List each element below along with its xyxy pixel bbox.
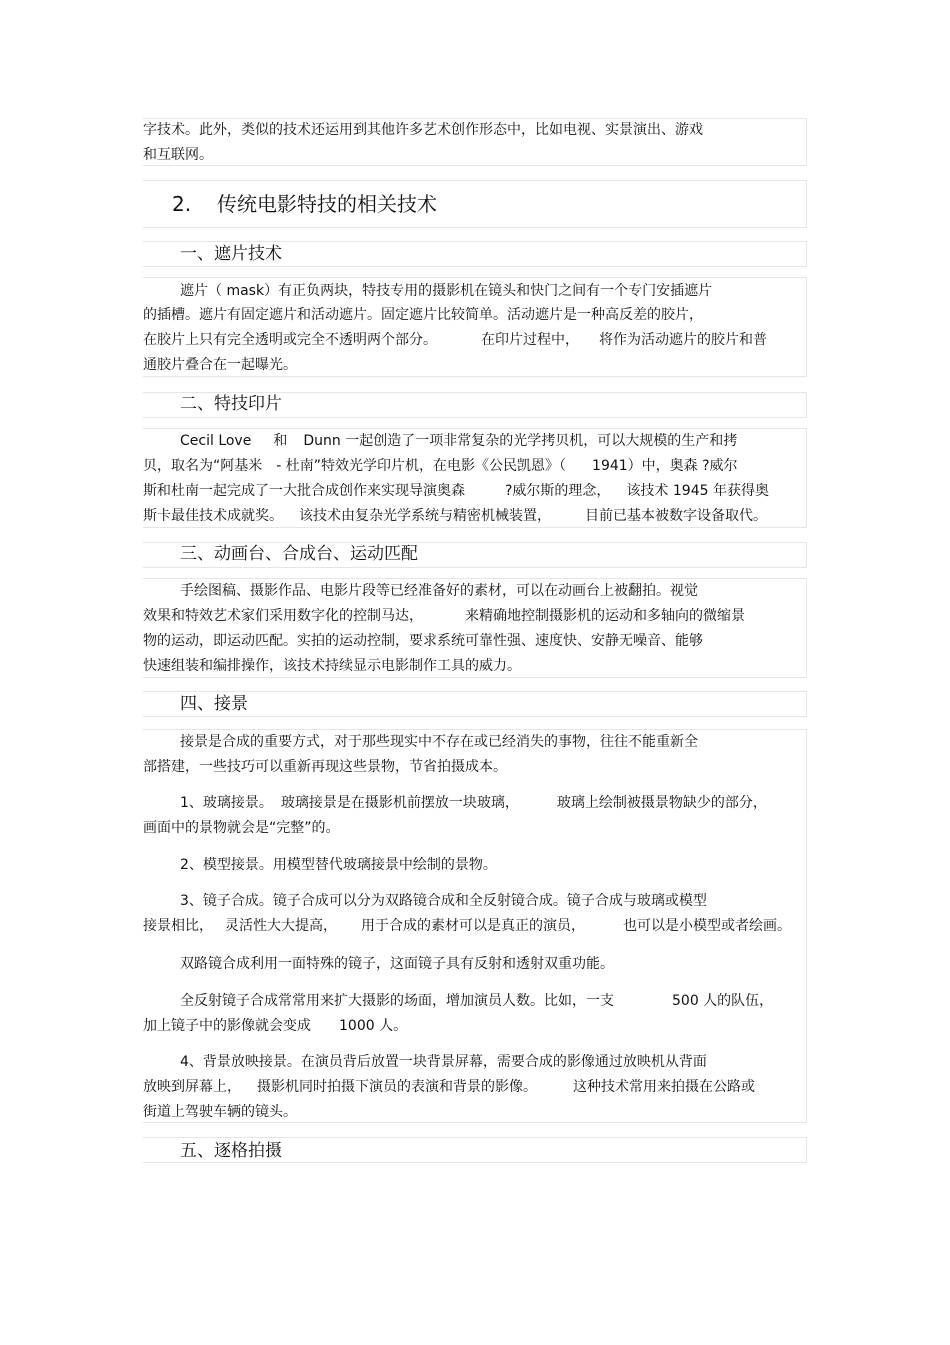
matte-p6-line-1 bbox=[180, 992, 773, 1010]
intro-line-2: 和互联网。 bbox=[143, 147, 213, 163]
printing-line-3 bbox=[143, 482, 769, 500]
matte-p6-part-3: 加上镜子中的影像就会变成 bbox=[143, 1018, 311, 1034]
printing-line-3-part-1: 斯和杜南一起完成了一大批合成创作来实现导演奥森 bbox=[143, 483, 465, 499]
animation-line-2-part-1: 效果和特效艺术家们采用数字化的控制马达， bbox=[143, 608, 423, 624]
printing-line-2-part-1: 贝，取名为“阿基米 bbox=[143, 458, 263, 474]
animation-line-3: 物的运动，即运动匹配。实拍的运动控制，要求系统可靠性强、速度快、安静无噪音、能够 bbox=[143, 633, 703, 649]
matte-p7-part-3: 这种技术常用来拍摄在公路或 bbox=[573, 1079, 755, 1095]
matte-p4-part-4: 也可以是小模型或者绘画。 bbox=[623, 918, 791, 934]
matte-p2-line-2: 画面中的景物就会是“完整”的。 bbox=[143, 820, 340, 836]
animation-heading: 三、动画台、合成台、运动匹配 bbox=[180, 544, 418, 564]
printing-heading: 二、特技印片 bbox=[180, 394, 282, 414]
printing-line-1-part-3: Dunn 一起创造了一项非常复杂的光学拷贝机，可以大规模的生产和拷 bbox=[303, 433, 738, 449]
printing-line-2-part-2: - 杜南”特效光学印片机，在电影《公民凯恩》（ bbox=[276, 458, 567, 474]
printing-line-4-part-2: 该技术由复杂光学系统与精密机械装置， bbox=[299, 508, 551, 524]
printing-line-4-part-1: 斯卡最佳技术成就奖。 bbox=[143, 508, 283, 524]
printing-line-4-part-3: 目前已基本被数字设备取代。 bbox=[585, 508, 767, 524]
section-number: 2. bbox=[172, 192, 192, 216]
matte-p1-line-1: 接景是合成的重要方式，对于那些现实中不存在或已经消失的事物，往往不能重新全 bbox=[180, 734, 698, 750]
stopmotion-heading: 五、逐格拍摄 bbox=[180, 1141, 282, 1161]
mask-line-3-part-1: 在胶片上只有完全透明或完全不透明两个部分。 bbox=[143, 332, 437, 348]
matte-p4-part-3: 用于合成的素材可以是真正的演员， bbox=[361, 918, 585, 934]
matte-p4-line-1: 3、镜子合成。镜子合成可以分为双路镜合成和全反射镜合成。镜子合成与玻璃或模型 bbox=[180, 893, 707, 909]
matte-p4-part-1: 接景相比， bbox=[143, 918, 213, 934]
matte-p6-line-2 bbox=[143, 1017, 407, 1035]
mask-line-3 bbox=[143, 331, 767, 349]
matte-p7-line-1: 4、背景放映接景。在演员背后放置一块背景屏幕，需要合成的影像通过放映机从背面 bbox=[180, 1054, 707, 1070]
printing-line-2-part-3: 1941）中，奥森 ?威尔 bbox=[592, 458, 738, 474]
printing-line-1-part-2: 和 bbox=[273, 433, 288, 449]
printing-line-4 bbox=[143, 507, 767, 525]
matte-p3: 2、模型接景。用模型替代玻璃接景中绘制的景物。 bbox=[180, 857, 497, 873]
animation-line-2-part-2: 来精确地控制摄影机的运动和多轴向的微缩景 bbox=[465, 608, 745, 624]
intro-line-1: 字技术。此外，类似的技术还运用到其他许多艺术创作形态中，比如电视、实景演出、游戏 bbox=[143, 122, 703, 138]
section-title: 传统电影特技的相关技术 bbox=[217, 192, 437, 216]
matte-p7-line-2 bbox=[143, 1078, 755, 1096]
animation-line-4: 快速组装和编排操作，该技术持续显示电影制作工具的威力。 bbox=[143, 658, 521, 674]
matte-p7-part-2: 摄影机同时拍摄下演员的表演和背景的影像。 bbox=[257, 1079, 537, 1095]
mask-heading: 一、遮片技术 bbox=[180, 244, 282, 264]
printing-line-3-part-3: 该技术 1945 年获得奥 bbox=[626, 483, 769, 499]
mask-line-1: 遮片（ mask）有正负两块，特技专用的摄影机在镜头和快门之间有一个专门安插遮片 bbox=[180, 283, 713, 299]
matte-p2-line-1 bbox=[180, 794, 767, 812]
matte-p4-part-2: 灵活性大大提高， bbox=[225, 918, 337, 934]
matte-p6-part-1: 全反射镜子合成常常用来扩大摄影的场面，增加演员人数。比如，一支 bbox=[180, 993, 614, 1009]
matte-p2-part-2: 玻璃接景是在摄影机前摆放一块玻璃， bbox=[280, 795, 519, 811]
matte-p1-line-2: 部搭建，一些技巧可以重新再现这些景物，节省拍摄成本。 bbox=[143, 759, 507, 775]
animation-line-2 bbox=[143, 607, 745, 625]
matte-heading: 四、接景 bbox=[180, 694, 248, 714]
printing-line-1 bbox=[180, 432, 737, 450]
matte-p5: 双路镜合成利用一面特殊的镜子，这面镜子具有反射和透射双重功能。 bbox=[180, 956, 614, 972]
matte-p7-line-3: 街道上驾驶车辆的镜头。 bbox=[143, 1104, 297, 1120]
printing-line-1-part-1: Cecil Love bbox=[180, 433, 252, 449]
matte-p2-part-1: 1、玻璃接景。 bbox=[180, 795, 273, 811]
matte-p6-part-2: 500 人的队伍， bbox=[672, 993, 774, 1009]
printing-line-3-part-2: ?威尔斯的理念， bbox=[505, 483, 611, 499]
mask-line-2: 的插槽。遮片有固定遮片和活动遮片。固定遮片比较简单。活动遮片是一种高反差的胶片， bbox=[143, 307, 703, 323]
mask-line-3-part-2: 在印片过程中， bbox=[481, 332, 579, 348]
mask-line-3-part-3: 将作为活动遮片的胶片和普 bbox=[599, 332, 767, 348]
printing-line-2 bbox=[143, 457, 738, 475]
matte-p6-part-4: 1000 人。 bbox=[339, 1018, 408, 1034]
matte-p7-part-1: 放映到屏幕上， bbox=[143, 1079, 241, 1095]
animation-line-1: 手绘图稿、摄影作品、电影片段等已经准备好的素材，可以在动画台上被翻拍。视觉 bbox=[180, 583, 698, 599]
mask-line-4: 通胶片叠合在一起曝光。 bbox=[143, 357, 297, 373]
matte-p4-line-2 bbox=[143, 917, 791, 935]
matte-p2-part-3: 玻璃上绘制被摄景物缺少的部分， bbox=[556, 795, 767, 811]
